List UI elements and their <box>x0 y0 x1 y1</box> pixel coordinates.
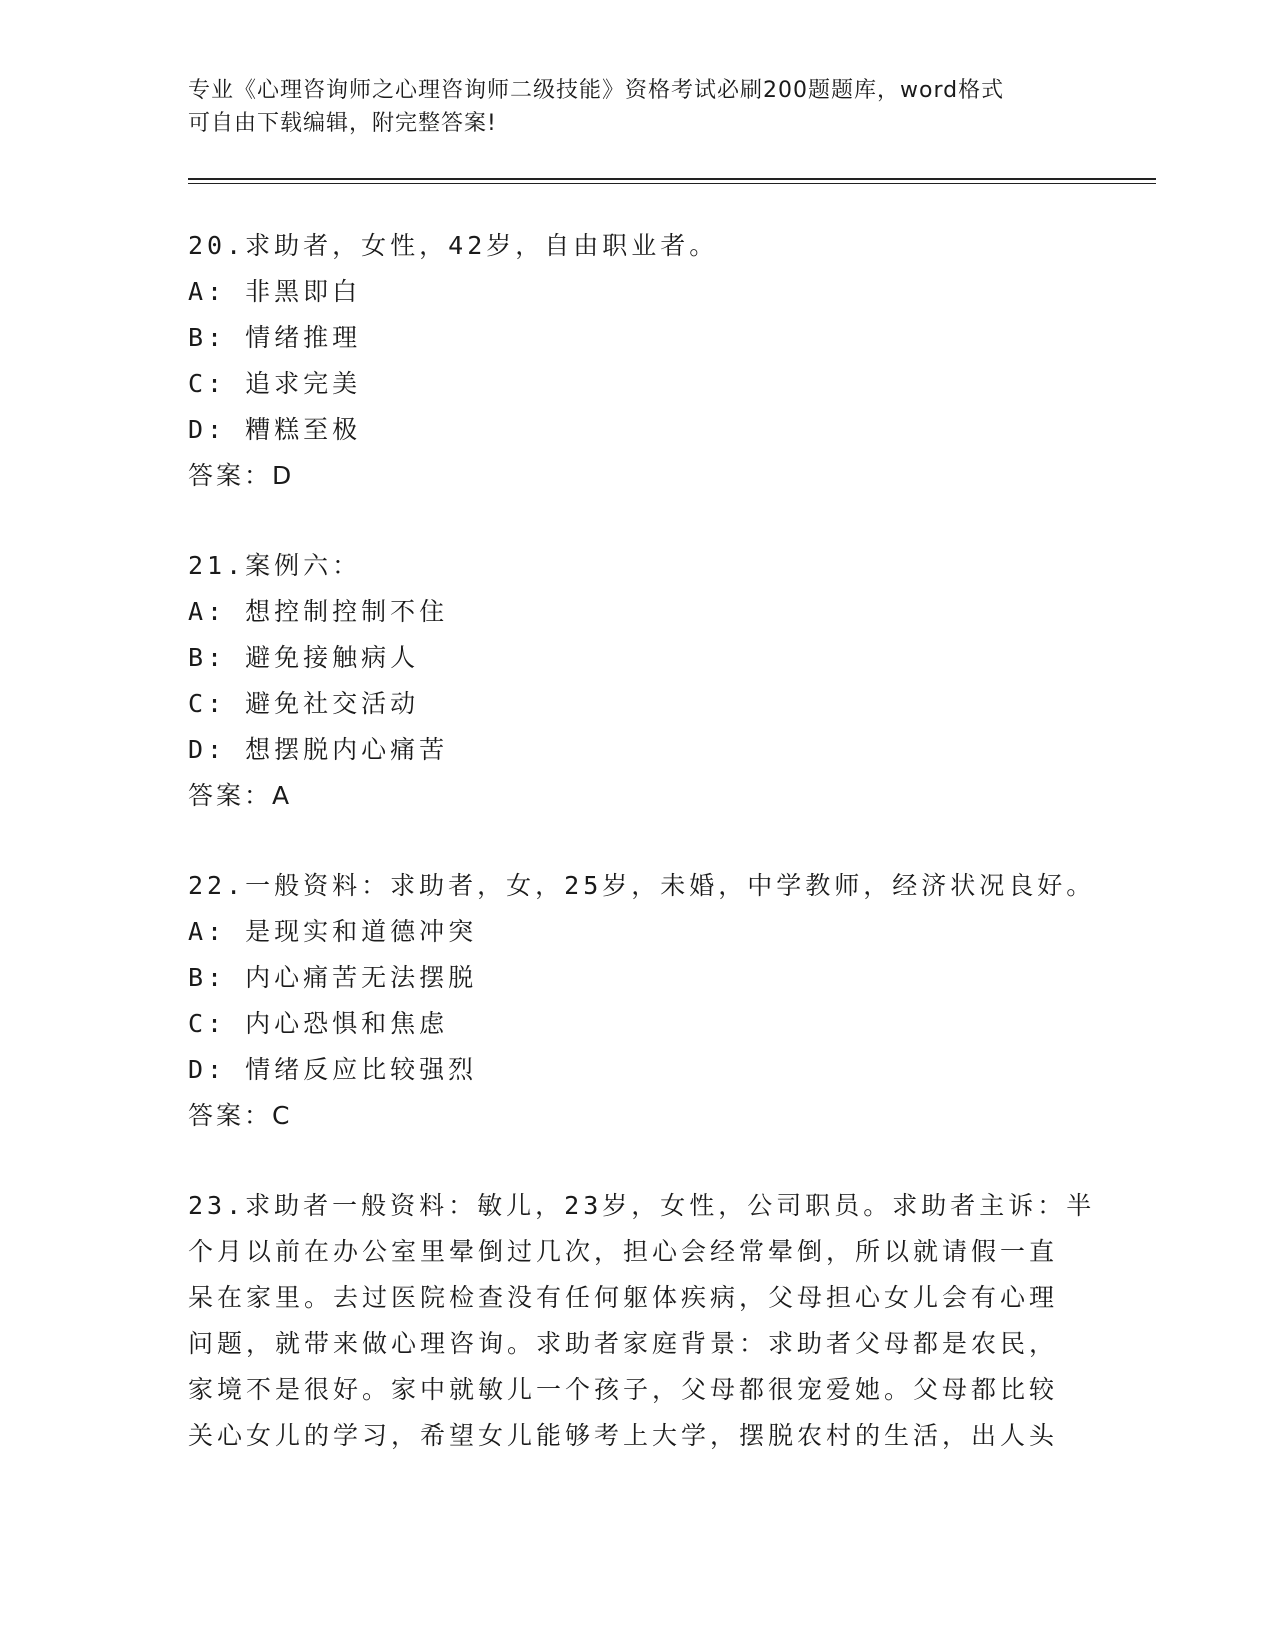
option-a: A: 想控制控制不住 <box>188 597 449 626</box>
option-c: C: 内心恐惧和焦虑 <box>188 1009 449 1038</box>
option-d: D: 情绪反应比较强烈 <box>188 1055 478 1084</box>
answer-label: 答案：A <box>188 781 293 810</box>
question-stem-line-4: 问题，就带来做心理咨询。求助者家庭背景：求助者父母都是农民， <box>188 1329 1059 1358</box>
option-a: A: 是现实和道德冲突 <box>188 917 478 946</box>
option-c: C: 避免社交活动 <box>188 689 420 718</box>
question-stem-line-1: 23.求助者一般资料：敏儿，23岁，女性，公司职员。求助者主诉：半 <box>188 1191 1096 1220</box>
header-title-line-2: 可自由下载编辑，附完整答案! <box>188 111 497 136</box>
question-21 <box>188 543 1088 819</box>
header-divider-thin <box>188 183 1156 184</box>
option-a: A: 非黑即白 <box>188 277 362 306</box>
question-stem-line-3: 呆在家里。去过医院检查没有任何躯体疾病，父母担心女儿会有心理 <box>188 1283 1059 1312</box>
question-20 <box>188 223 1088 499</box>
option-c: C: 追求完美 <box>188 369 362 398</box>
question-stem: 21.案例六： <box>188 551 362 580</box>
header-title-line-1: 专业《心理咨询师之心理咨询师二级技能》资格考试必刷200题题库，word格式 <box>188 78 1005 103</box>
option-b: B: 情绪推理 <box>188 323 362 352</box>
option-b: B: 避免接触病人 <box>188 643 420 672</box>
question-22 <box>188 863 1096 1139</box>
option-d: D: 想摆脱内心痛苦 <box>188 735 449 764</box>
answer-label: 答案：C <box>188 1101 293 1130</box>
option-d: D: 糟糕至极 <box>188 415 362 444</box>
question-23 <box>188 1183 1096 1459</box>
question-stem-line-5: 家境不是很好。家中就敏儿一个孩子，父母都很宠爱她。父母都比较 <box>188 1375 1059 1404</box>
answer-label: 答案：D <box>188 461 295 490</box>
question-stem: 20.求助者，女性，42岁，自由职业者。 <box>188 231 719 260</box>
document-header <box>188 74 1088 140</box>
header-divider-thick <box>188 178 1156 180</box>
option-b: B: 内心痛苦无法摆脱 <box>188 963 478 992</box>
question-stem-line-2: 个月以前在办公室里晕倒过几次，担心会经常晕倒，所以就请假一直 <box>188 1237 1059 1266</box>
question-stem-line-6: 关心女儿的学习，希望女儿能够考上大学，摆脱农村的生活，出人头 <box>188 1421 1059 1450</box>
question-stem: 22.一般资料：求助者，女，25岁，未婚，中学教师，经济状况良好。 <box>188 871 1096 900</box>
